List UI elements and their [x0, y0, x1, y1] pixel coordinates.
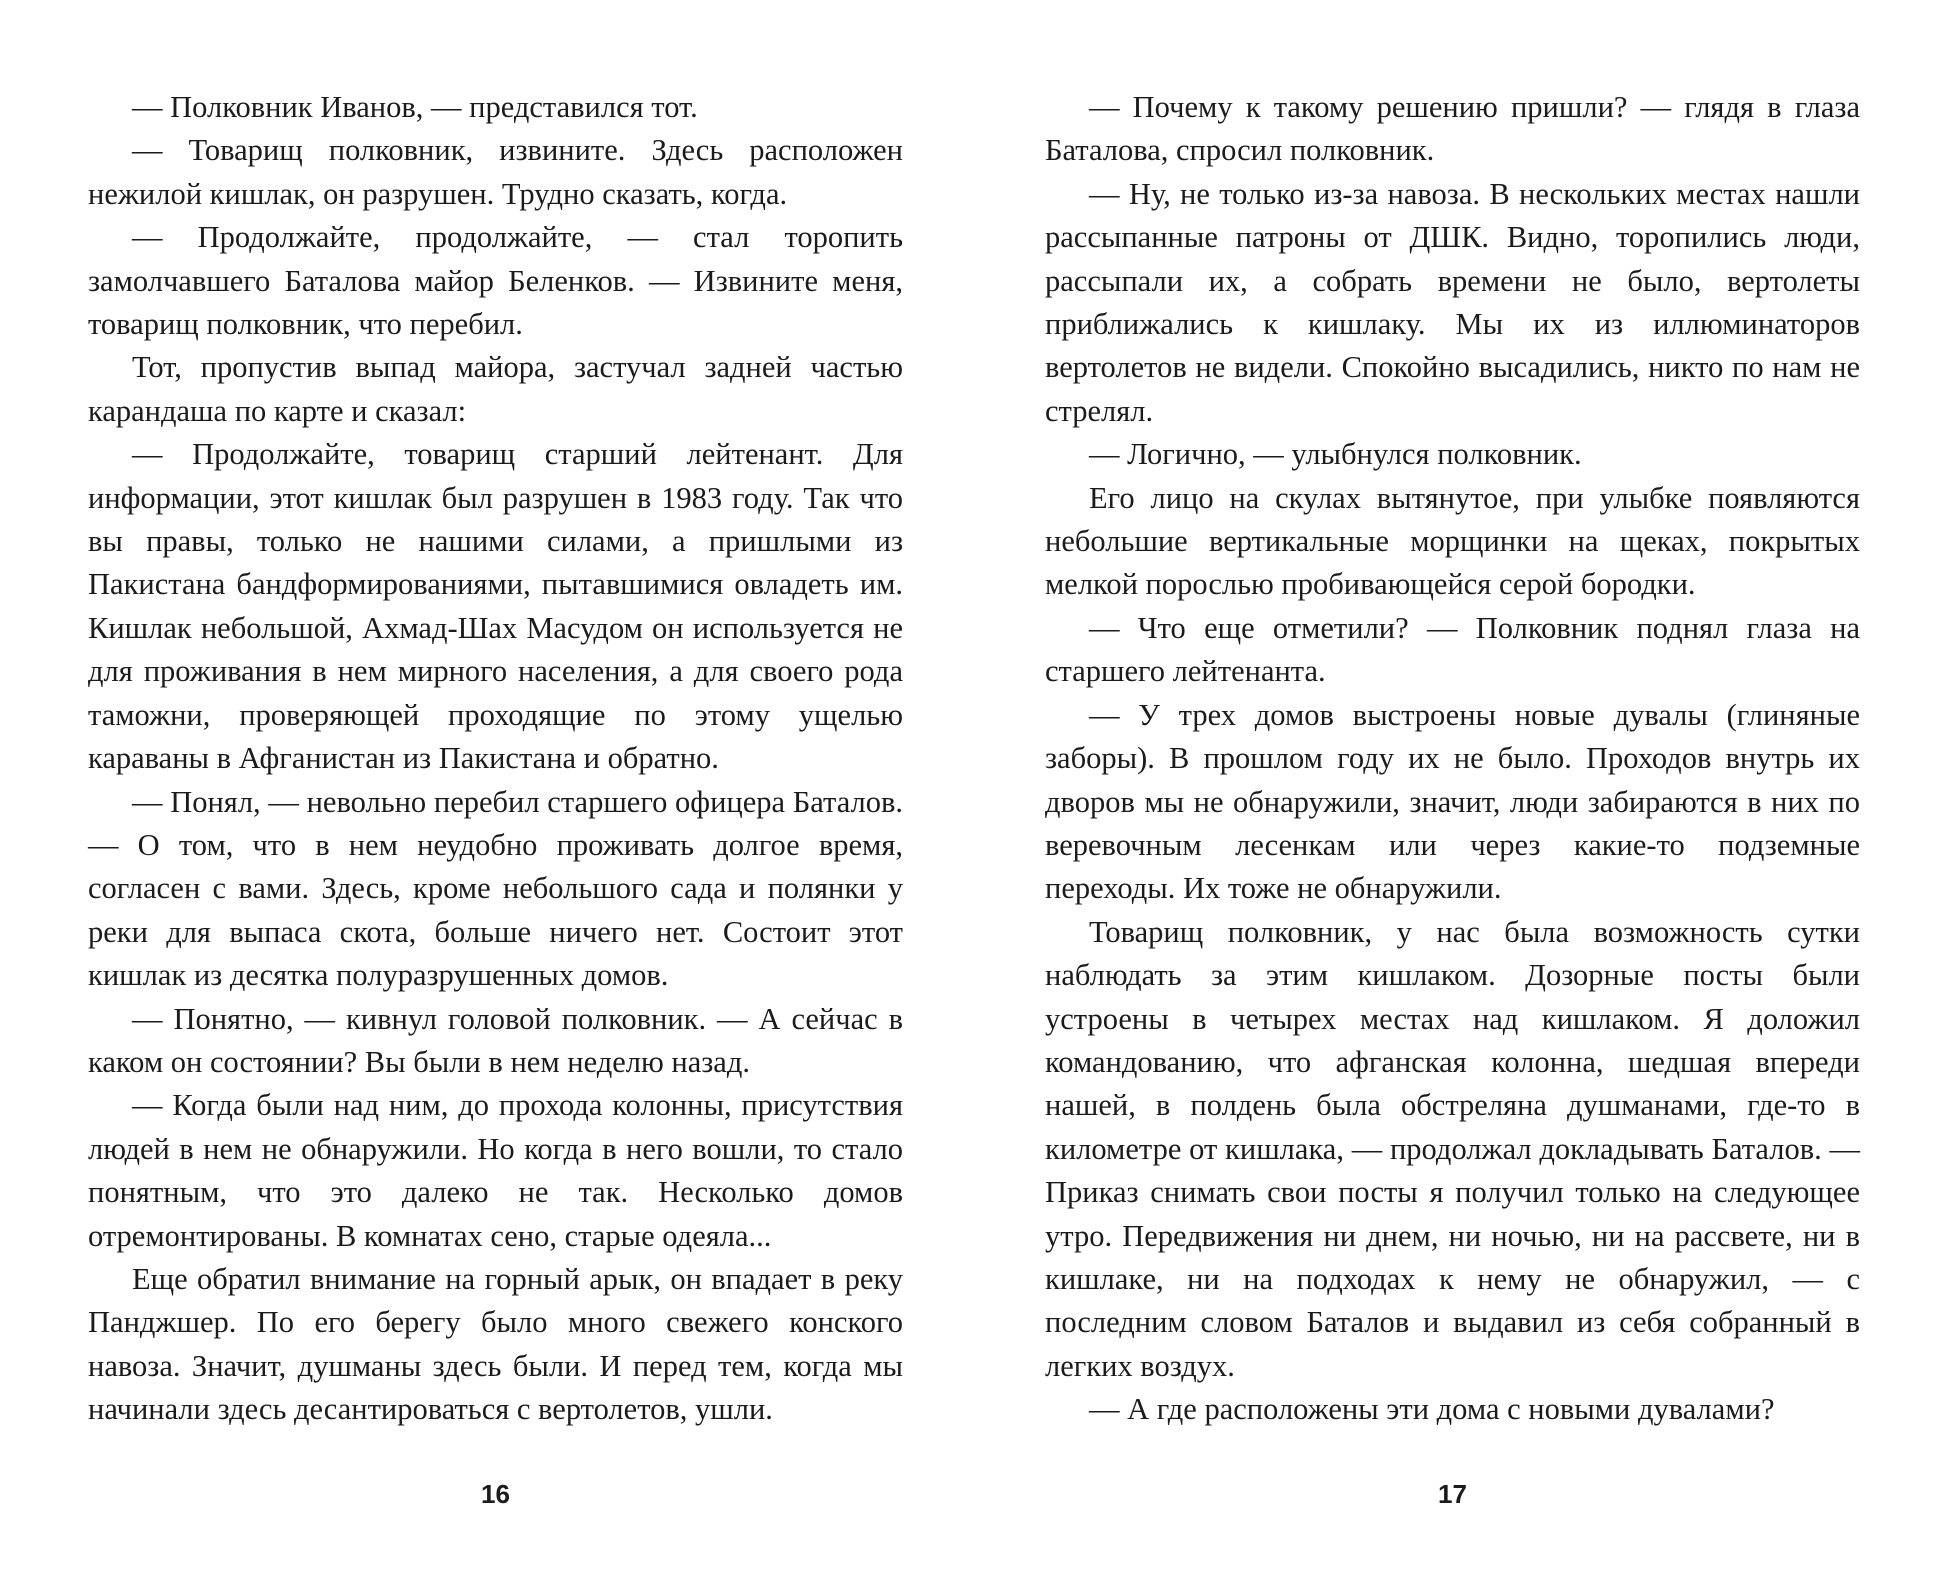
paragraph: — Логично, — улыбнулся полковник.: [1089, 437, 1582, 472]
paragraph: Его лицо на скулах вытянутое, при улыбке появляются небольшие вертикальные морщинки на щеках, покрытых мелкой порослью пробивающейся серой бородки.: [1045, 480, 1860, 602]
paragraph: — Продолжайте, товарищ старший лейтенант. Для информации, этот кишлак был разрушен в 1983 году. Так что вы правы, только не нашими силами, а пришлыми из Пакистана бандформированиями, пытавшимися овладеть им. Кишлак небольшой, Ахмад-Шах Масудом он используется не для проживания в нем мирного населения, а для своего рода таможни, проверяющей проходящие по этому ущелью караваны в Афганистан из Пакистана и обратно.: [88, 437, 903, 776]
paragraph: — Ну, не только из-за навоза. В нескольких местах нашли рассыпанные патроны от ДШК. Видно, торопились люди, рассыпали их, а собрать времени не было, вертолеты приближались к кишлаку. Мы их из иллюминаторов вертолетов не видели. Спокойно высадились, никто по нам не стрелял.: [1045, 176, 1860, 428]
right-page-text: [1045, 86, 1860, 1468]
paragraph: Тот, пропустив выпад майора, застучал задней частью карандаша по карте и сказал:: [88, 350, 903, 428]
paragraph: — Продолжайте, продолжайте, — стал торопить замолчавшего Баталова майор Беленков. — Извините меня, товарищ полковник, что перебил.: [88, 220, 903, 342]
paragraph: — Что еще отметили? — Полковник поднял глаза на старшего лейтенанта.: [1045, 610, 1860, 689]
paragraph: — Понял, — невольно перебил старшего офицера Баталов. — О том, что в нем неудобно проживать долгое время, согласен с вами. Здесь, кроме небольшого сада и полянки у реки для выпаса скота, больше ничего нет. Состоит этот кишлак из десятка полуразрушенных домов.: [88, 784, 903, 993]
paragraph: — Товарищ полковник, извините. Здесь расположен нежилой кишлак, он разрушен. Трудно сказать, когда.: [88, 133, 903, 211]
paragraph: Товарищ полковник, у нас была возможность сутки наблюдать за этим кишлаком. Дозорные посты были устроены в четырех местах над кишлаком. Я доложил командованию, что афганская колонна, шедшая впереди нашей, в полдень была обстреляна душманами, где-то в километре от кишлака, — продолжал докладывать Баталов. — Приказ снимать свои посты я получил только на следующее утро. Передвижения ни днем, ни ночью, ни на рассвете, ни в кишлаке, ни на подходах к нему не обнаружил, — с последним словом Баталов и выдавил из себя собранный в легких воздух.: [1045, 914, 1860, 1383]
page-number: 16: [481, 1479, 510, 1509]
page-number: 17: [1438, 1479, 1467, 1509]
left-page: [88, 86, 903, 1526]
paragraph: — Понятно, — кивнул головой полковник. — А сейчас в каком он состоянии? Вы были в нем неделю назад.: [88, 1001, 903, 1079]
paragraph: — Почему к такому решению пришли? — глядя в глаза Баталова, спросил полковник.: [1045, 90, 1860, 168]
right-page: [1045, 86, 1860, 1526]
paragraph: — Полковник Иванов, — представился тот.: [132, 90, 698, 124]
left-page-text: [88, 86, 903, 1468]
paragraph: Еще обратил внимание на горный арык, он впадает в реку Панджшер. По его берегу было много свежего конского навоза. Значит, душманы здесь были. И перед тем, когда мы начинали здесь десантироваться с вертолетов, ушли.: [88, 1261, 903, 1427]
paragraph: — А где расположены эти дома с новыми дувалами?: [1089, 1392, 1775, 1427]
paragraph: — У трех домов выстроены новые дувалы (глиняные заборы). В прошлом году их не было. Проходов внутрь их дворов мы не обнаружили, значит, люди забираются в них по веревочным лесенкам или через какие-то подземные переходы. Их тоже не обнаружили.: [1045, 697, 1860, 906]
paragraph: — Когда были над ним, до прохода колонны, присутствия людей в нем не обнаружили. Но когда в него вошли, то стало понятным, что это далеко не так. Несколько домов отремонтированы. В комнатах сено, старые одеяла...: [88, 1088, 903, 1253]
